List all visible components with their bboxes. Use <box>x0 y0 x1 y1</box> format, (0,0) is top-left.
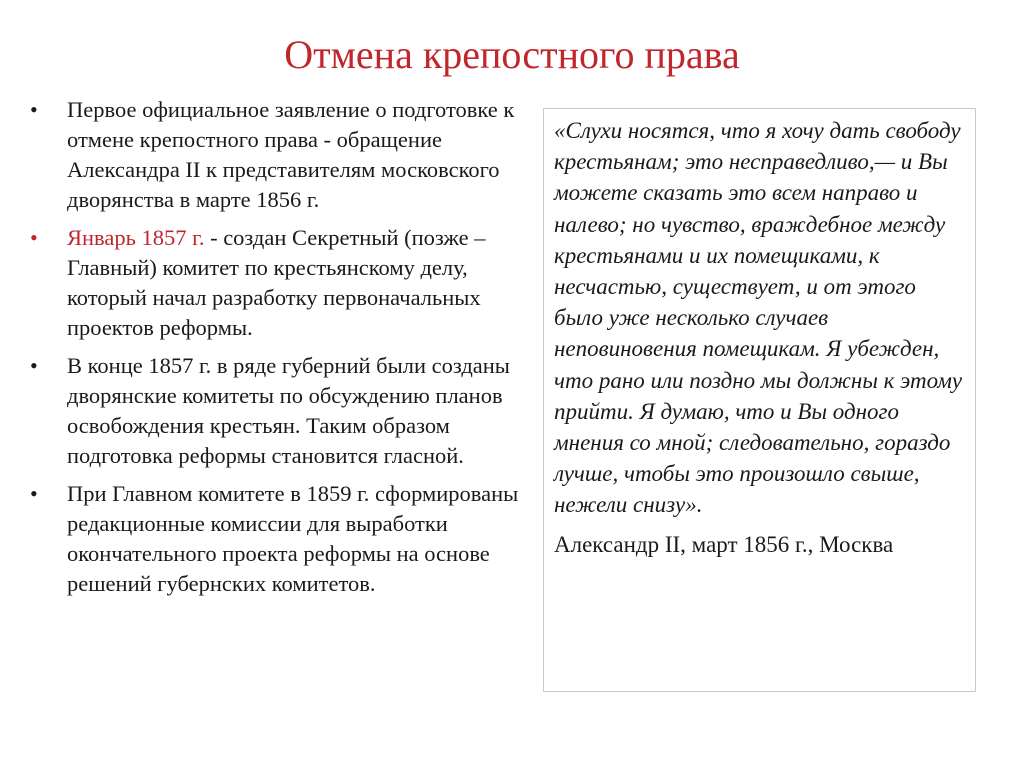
bullet-list <box>30 95 530 607</box>
bullet-item <box>30 223 530 343</box>
quote-author: Александр II, март 1856 г., Москва <box>554 531 894 557</box>
bullet-text: - создан Секретный (позже – Главный) комитет по крестьянскому делу, который начал разработку первоначальных проектов реформы. <box>67 225 486 340</box>
bullet-dot-icon: • <box>30 353 38 378</box>
slide-title: Отмена крепостного права <box>284 32 740 77</box>
bullet-highlight-date: Январь 1857 г. <box>67 225 205 250</box>
bullet-text: Первое официальное заявление о подготовке к отмене крепостного права - обращение Александра II к представителям московского дворянства в марте 1856 г. <box>67 97 515 212</box>
bullet-item <box>30 351 530 471</box>
quote-box <box>543 108 976 692</box>
bullet-dot-icon: • <box>30 225 38 250</box>
bullet-dot-icon: • <box>30 97 38 122</box>
bullet-dot-icon: • <box>30 481 38 506</box>
bullet-text: В конце 1857 г. в ряде губерний были созданы дворянские комитеты по обсуждению планов освобождения крестьян. Таким образом подготовка реформы становится гласной. <box>67 353 510 468</box>
bullet-text: При Главном комитете в 1859 г. сформированы редакционные комиссии для выработки окончательного проекта реформы на основе решений губернских комитетов. <box>67 481 519 596</box>
bullet-item <box>30 95 530 215</box>
quote-text: «Слухи носятся, что я хочу дать свободу крестьянам; это несправедливо,— и Вы можете сказать это всем направо и налево; но чувство, враждебное между крестьянами и их помещиками, к несчастью, существует, и от этого было уже несколько случаев неповиновения помещикам. Я убежден, что рано или поздно мы должны к этому прийти. Я думаю, что и Вы одного мнения со мной; следовательно, гораздо лучше, чтобы это произошло свыше, нежели снизу». <box>554 118 963 518</box>
bullet-item <box>30 479 530 599</box>
